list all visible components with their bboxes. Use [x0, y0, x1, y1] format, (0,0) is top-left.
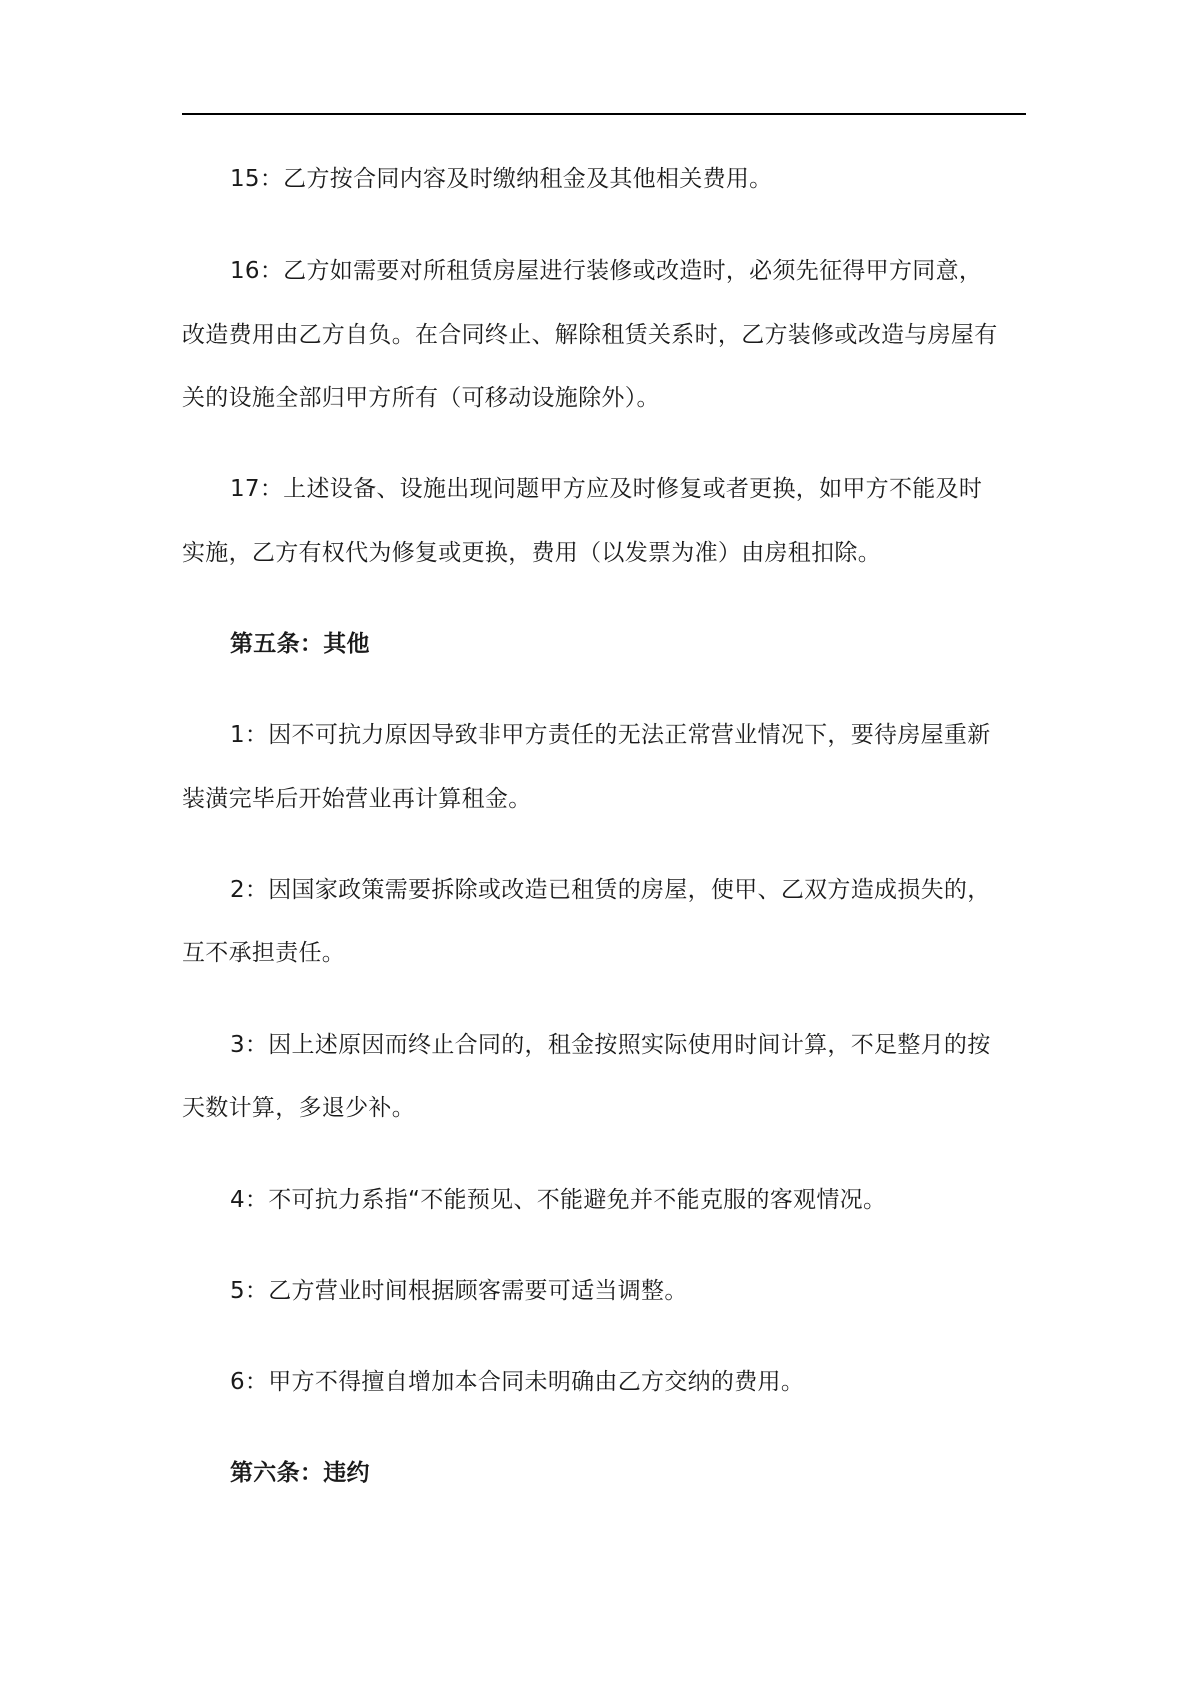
clause-16-line-2: 改造费用由乙方自负。在合同终止、解除租赁关系时，乙方装修或改造与房屋有: [182, 322, 998, 348]
clause-5-1-line-1: 1：因不可抗力原因导致非甲方责任的无法正常营业情况下，要待房屋重新: [230, 722, 991, 748]
clause-5-2-line-1: 2：因国家政策需要拆除或改造已租赁的房屋，使甲、乙双方造成损失的，: [230, 877, 991, 903]
clause-5-4: 4：不可抗力系指“不能预见、不能避免并不能克服的客观情况。: [230, 1187, 887, 1213]
clause-15: 15：乙方按合同内容及时缴纳租金及其他相关费用。: [230, 166, 773, 192]
clause-16-line-1: 16：乙方如需要对所租赁房屋进行装修或改造时，必须先征得甲方同意，: [230, 258, 983, 284]
clause-5-2-line-2: 互不承担责任。: [182, 940, 346, 966]
clause-17-line-2: 实施，乙方有权代为修复或更换，费用（以发票为准）由房租扣除。: [182, 540, 881, 566]
section-heading-6: 第六条：违约: [230, 1460, 370, 1486]
clause-5-5: 5：乙方营业时间根据顾客需要可适当调整。: [230, 1278, 688, 1304]
clause-5-6: 6：甲方不得擅自增加本合同未明确由乙方交纳的费用。: [230, 1369, 805, 1395]
clause-17-line-1: 17：上述设备、设施出现问题甲方应及时修复或者更换，如甲方不能及时: [230, 476, 983, 502]
clause-5-3-line-1: 3：因上述原因而终止合同的，租金按照实际使用时间计算，不足整月的按: [230, 1032, 991, 1058]
header-rule: [182, 113, 1026, 115]
clause-5-3-line-2: 天数计算，多退少补。: [182, 1095, 415, 1121]
clause-5-1-line-2: 装潢完毕后开始营业再计算租金。: [182, 786, 532, 812]
clause-16-line-3: 关的设施全部归甲方所有（可移动设施除外）。: [182, 385, 660, 411]
section-heading-5: 第五条：其他: [230, 631, 370, 657]
